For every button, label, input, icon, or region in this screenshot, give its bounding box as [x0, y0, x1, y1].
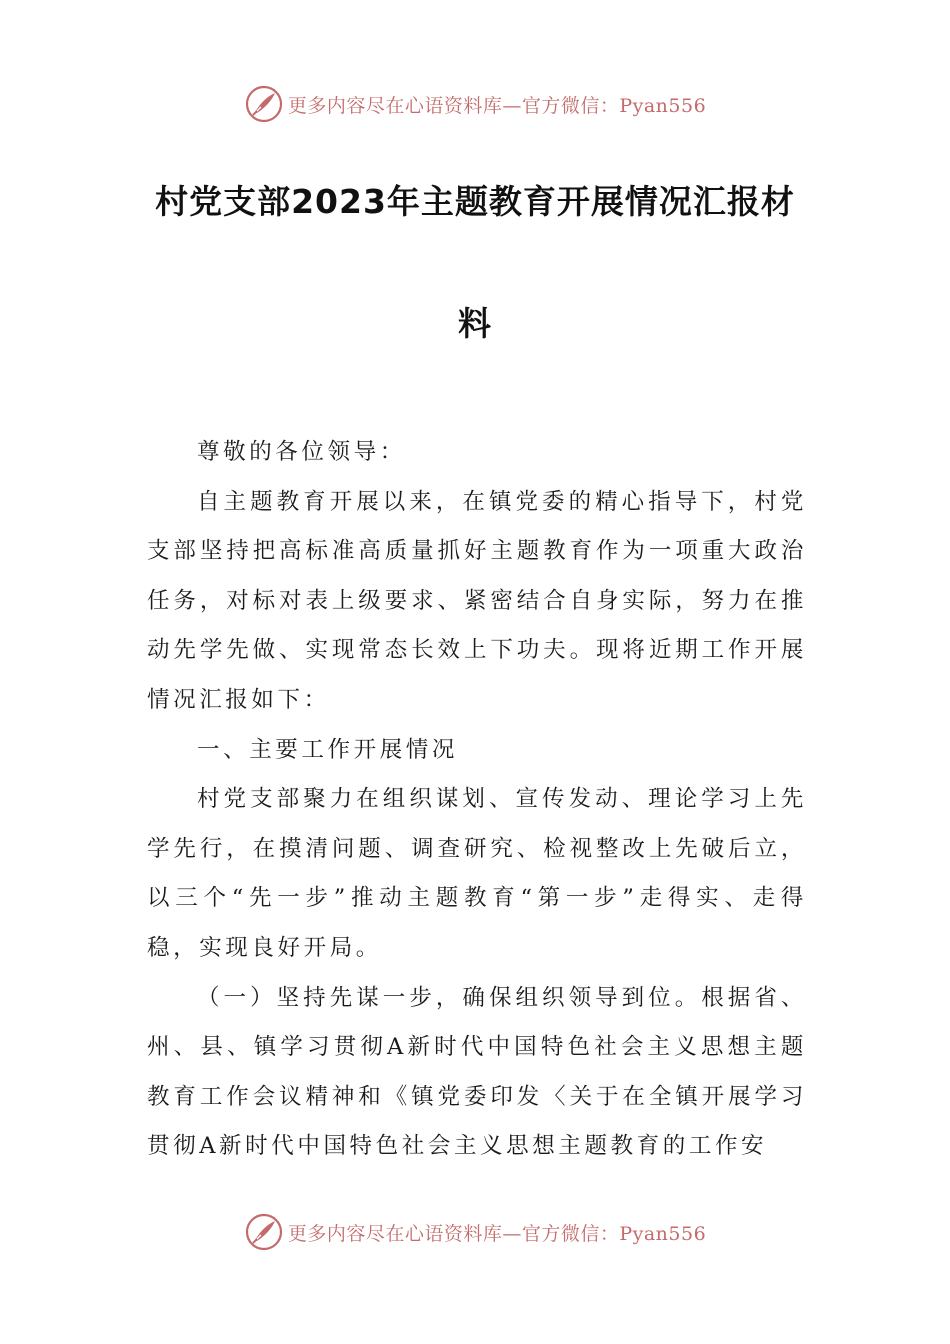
salutation: 尊敬的各位领导：: [197, 439, 406, 465]
intro-paragraph: 自主题教育开展以来，在镇党委的精心指导下，村党支部坚持把高标准高质量抓好主题教育作为一项重大政治任务，对标对表上级要求、紧密结合自身实际，努力在推动先学先做、实现常态长效上下功夫。现将近期工作开展情况汇报如下：: [147, 488, 807, 713]
quill-logo-icon: [244, 84, 284, 124]
watermark-footer: [0, 1210, 950, 1254]
watermark-header: [0, 82, 950, 126]
document-body: [147, 428, 807, 1172]
document-title-continued: 料: [458, 304, 492, 343]
watermark-text: 更多内容尽在心语资料库—官方微信：Pyan556: [287, 94, 707, 117]
section-heading: 一、主要工作开展情况: [197, 736, 459, 763]
section-paragraph: 村党支部聚力在组织谋划、宣传发动、理论学习上先学先行，在摸清问题、调查研究、检视整改上先破后立，以三个“先一步”推动主题教育“第一步”走得实、走得稳，实现良好开局。: [147, 786, 807, 961]
quill-logo-icon: [244, 1212, 284, 1252]
watermark-text: 更多内容尽在心语资料库—官方微信：Pyan556: [287, 1222, 707, 1245]
document-title: 村党支部2023年主题教育开展情况汇报材: [155, 182, 795, 221]
subsection-paragraph: （一）坚持先谋一步，确保组织领导到位。根据省、州、县、镇学习贯彻A新时代中国特色社会主义思想主题教育工作会议精神和《镇党委印发〈关于在全镇开展学习贯彻A新时代中国特色社会主义思想主题教育的工作安: [147, 984, 807, 1160]
